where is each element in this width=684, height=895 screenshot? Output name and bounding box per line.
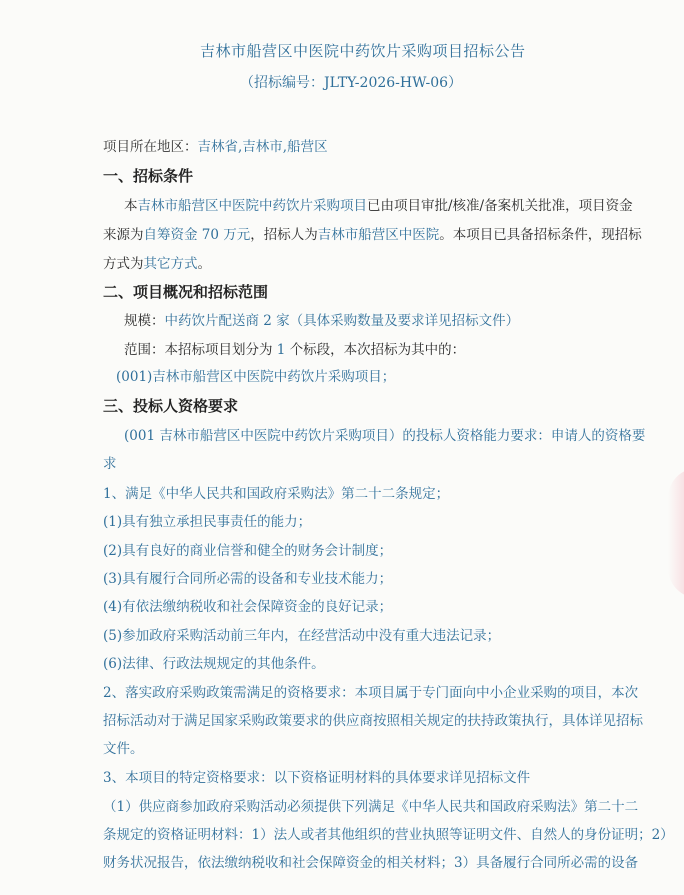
seal-stamp-edge bbox=[668, 468, 684, 598]
section1-line2 bbox=[103, 225, 642, 245]
project-name: 吉林市船营区中医院中药饮片采购项目 bbox=[137, 198, 367, 214]
text: 方式为 bbox=[103, 256, 144, 272]
section-heading-3: 三、投标人资格要求 bbox=[103, 397, 239, 415]
requirement-3-para-line2: 条规定的资格证明材料：1）法人或者其他组织的营业执照等证明文件、自然人的身份证明；2） bbox=[103, 827, 674, 843]
requirement-1-sub-5: (5)参加政府采购活动前三年内，在经营活动中没有重大违法记录； bbox=[103, 628, 501, 644]
requirement-3: 3、本项目的特定资格要求：以下资格证明材料的具体要求详见招标文件 bbox=[103, 770, 531, 786]
section1-line1 bbox=[124, 196, 633, 216]
requirement-3-para-line1: （1）供应商参加政府采购活动必须提供下列满足《中华人民共和国政府采购法》第二十二 bbox=[103, 799, 639, 815]
text: 来源为 bbox=[103, 227, 144, 243]
lot-count: 1 bbox=[276, 342, 286, 358]
scope-line bbox=[124, 340, 465, 360]
text: 本 bbox=[124, 198, 138, 214]
text: 个标段，本次招标为其中的： bbox=[289, 342, 466, 358]
tenderer-name: 吉林市船营区中医院 bbox=[317, 227, 440, 243]
tender-code: （招标编号：JLTY-2026-HW-06） bbox=[240, 75, 463, 91]
section-heading-1: 一、招标条件 bbox=[103, 167, 194, 185]
requirement-1-sub-6: (6)法律、行政法规规定的其他条件。 bbox=[103, 656, 325, 672]
scale-value: 中药饮片配送商 2 家（具体采购数量及要求详见招标文件） bbox=[164, 313, 520, 329]
text: 。本项目已具备招标条件，现招标 bbox=[439, 227, 642, 243]
requirement-1-sub-1: (1)具有独立承担民事责任的能力； bbox=[103, 514, 312, 530]
section-heading-2: 二、项目概况和招标范围 bbox=[103, 283, 269, 301]
text: 本招标项目划分为 bbox=[164, 342, 273, 358]
requirement-1-sub-3: (3)具有履行合同所必需的设备和专业技术能力； bbox=[103, 571, 393, 587]
page-title: 吉林市船营区中医院中药饮片采购项目招标公告 bbox=[200, 42, 526, 60]
section1-line3 bbox=[103, 254, 211, 274]
requirement-2-line2: 招标活动对于满足国家采购政策要求的供应商按照相关规定的扶持政策执行，具体详见招标 bbox=[103, 713, 643, 729]
fund-source: 自筹资金 70 万元 bbox=[143, 227, 251, 243]
requirement-2-line3: 文件。 bbox=[103, 741, 144, 757]
scale-line bbox=[124, 311, 519, 331]
text: 已由项目审批/核准/备案机关批准，项目资金 bbox=[367, 198, 633, 214]
text: ，招标人为 bbox=[250, 227, 318, 243]
qualification-intro: (001 吉林市船营区中医院中药饮片采购项目）的投标人资格能力要求：申请人的资格要 bbox=[124, 428, 646, 444]
qualification-intro-cont: 求 bbox=[103, 456, 117, 472]
lot-item: (001)吉林市船营区中医院中药饮片采购项目； bbox=[116, 369, 396, 385]
text: 。 bbox=[197, 256, 211, 272]
requirement-1-sub-2: (2)具有良好的商业信誉和健全的财务会计制度； bbox=[103, 543, 393, 559]
requirement-1-sub-4: (4)有依法缴纳税收和社会保障资金的良好记录； bbox=[103, 599, 393, 615]
scope-label: 范围： bbox=[124, 342, 165, 358]
region-line bbox=[103, 137, 328, 157]
scale-label: 规模： bbox=[124, 313, 165, 329]
region-label: 项目所在地区： bbox=[103, 139, 198, 155]
region-value: 吉林省,吉林市,船营区 bbox=[197, 139, 328, 155]
tender-method: 其它方式 bbox=[143, 256, 198, 272]
requirement-1: 1、满足《中华人民共和国政府采购法》第二十二条规定； bbox=[103, 486, 450, 502]
requirement-3-para-line3: 财务状况报告，依法缴纳税收和社会保障资金的相关材料；3）具备履行合同所必需的设备 bbox=[103, 855, 639, 871]
requirement-2-line1: 2、落实政府采购政策需满足的资格要求：本项目属于专门面向中小企业采购的项目，本次 bbox=[103, 685, 639, 701]
